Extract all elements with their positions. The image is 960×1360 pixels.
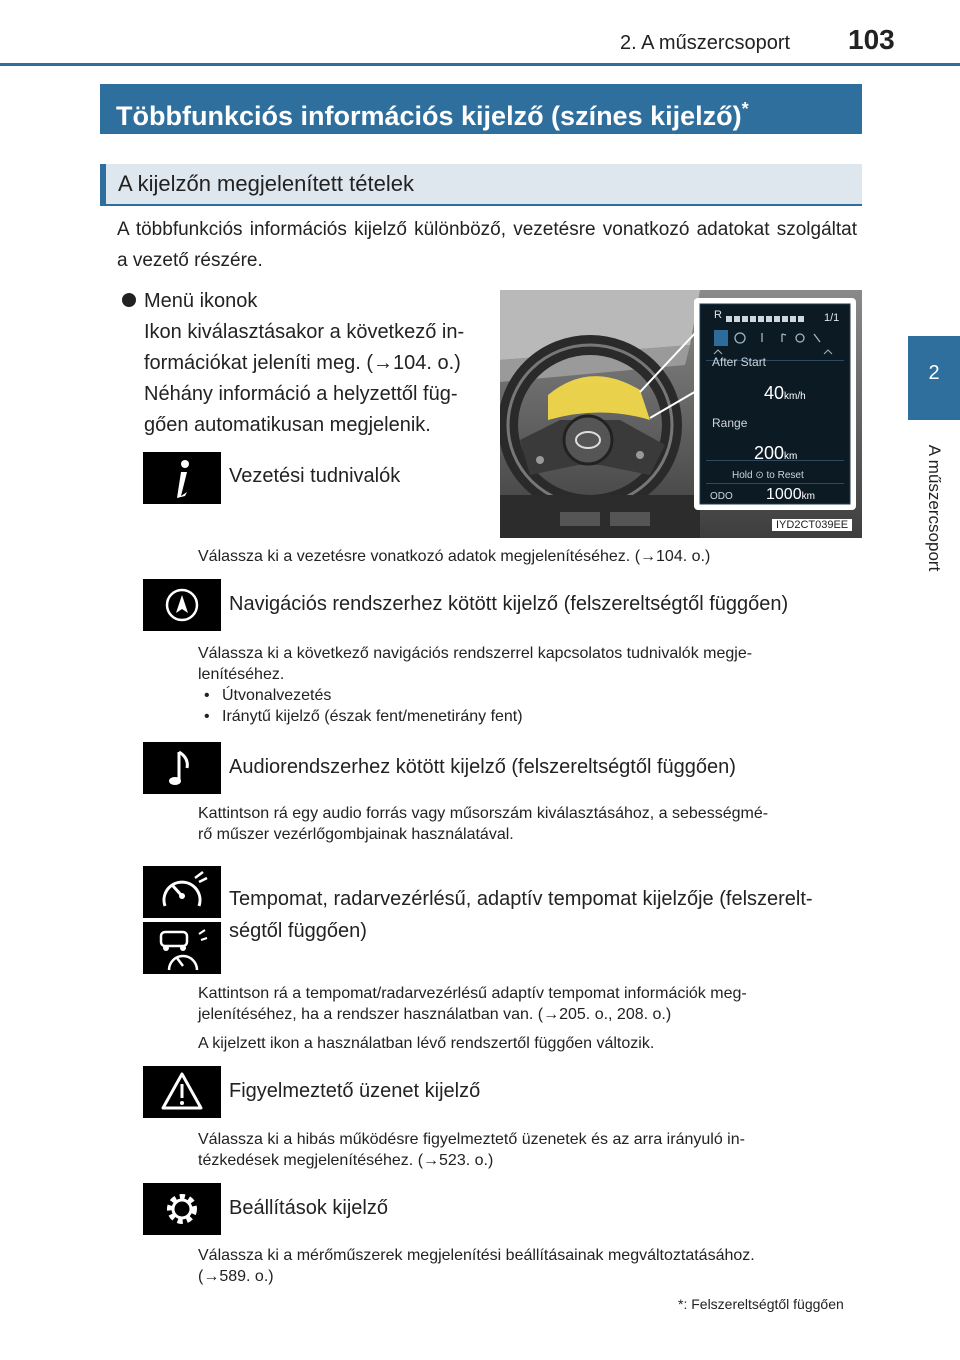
radar-cruise-icon [143,922,221,974]
gear-icon [143,1183,221,1235]
subsection-heading: A kijelzőn megjelenített tételek [100,164,862,204]
bullet-body: Ikon kiválasztásakor a következő in- formációkat jeleníti meg. (→104. o.) Néhány információ a helyzettől füg- gően automatikusan megjelenik. [144,321,465,436]
cruise-control-icon [143,866,221,918]
item-desc-settings: Válassza ki a mérőműszerek megjelenítési beállításainak megváltoztatásához. (→589. o.) [198,1247,755,1285]
bullet-title: Menü ikonok [144,290,258,312]
item-label-cruise: Tempomat, radarvezérlésű, adaptív tempomat kijelzője (felszerelt- ségtől függően) [229,888,813,942]
item-label-navigation: Navigációs rendszerhez kötött kijelző (felszereltségtől függően) [229,593,789,615]
subsection-rule [100,204,862,206]
item-desc-driving-info: Válassza ki a vezetésre vonatkozó adatok megjelenítéséhez. (→104. o.) [198,548,711,565]
page-number: 103 [848,24,895,55]
item-label-warning: Figyelmeztető üzenet kijelző [229,1080,481,1102]
section-title: Többfunkciós információs kijelző (színes kijelző)* [100,84,862,134]
display-gear: R [714,309,722,321]
figure-code: IYD2CT039EE [772,519,852,531]
item-label-settings: Beállítások kijelző [229,1197,388,1219]
info-i-icon [143,452,221,504]
footnote: *: Felszereltségtől függően [678,1296,844,1312]
list-item: • Útvonalvezetés [198,685,856,706]
item-desc-warning: Válassza ki a hibás működésre figyelmeztető üzenetek és az arra irányuló in- tézkedések megjelenítéséhez. (→523. o.) [198,1131,745,1169]
bullet-marker [122,293,136,307]
display-page: 1/1 [824,312,840,324]
navigation-arrow-icon [143,579,221,631]
display-range: 200km [754,443,798,463]
item-label-audio: Audiorendszerhez kötött kijelző (felszereltségtől függően) [229,756,736,778]
intro-paragraph: A többfunkciós információs kijelző különböző, vezetésre vonatkozó adatokat szolgáltat a vezető részére. [117,219,857,271]
list-item: • Iránytű kijelző (észak fent/menetirány fent) [198,706,856,727]
display-after-start: After Start [712,355,767,369]
music-note-icon [143,742,221,794]
item-desc-navigation: Válassza ki a következő navigációs rendszerrel kapcsolatos tudnivalók megje- lenítéséhez. • Útvonalvezetés • Iránytű kijelző (észak fent/menetirány fent) [198,643,856,727]
dashboard-figure [500,290,862,538]
display-range-label: Range [712,416,748,430]
display-speed: 40km/h [764,383,806,403]
chapter-side-label: A műszercsoport [925,444,944,572]
chapter-tab: 2 [908,336,960,420]
header-rule [0,63,960,66]
display-hold-reset: Hold ⊙ to Reset [732,470,804,481]
item-label-driving-info: Vezetési tudnivalók [229,465,401,487]
display-odo: 1000km [766,486,815,503]
running-header: 2. A műszercsoport [620,32,791,54]
warning-triangle-icon [143,1066,221,1118]
item-desc-cruise: Kattintson rá a tempomat/radarvezérlésű adaptív tempomat információk meg- jelenítéséhez, ha a rendszer használatban van. (→205. o., 208. o.) A kijelzett ikon a használatban lévő rendszertől függően változik. [198,985,747,1052]
item-desc-audio: Kattintson rá egy audio forrás vagy műsorszám kiválasztásához, a sebességmé- rő műszer vezérlőgombjainak használatával. [198,805,769,843]
display-odo-label: ODO [710,491,733,502]
